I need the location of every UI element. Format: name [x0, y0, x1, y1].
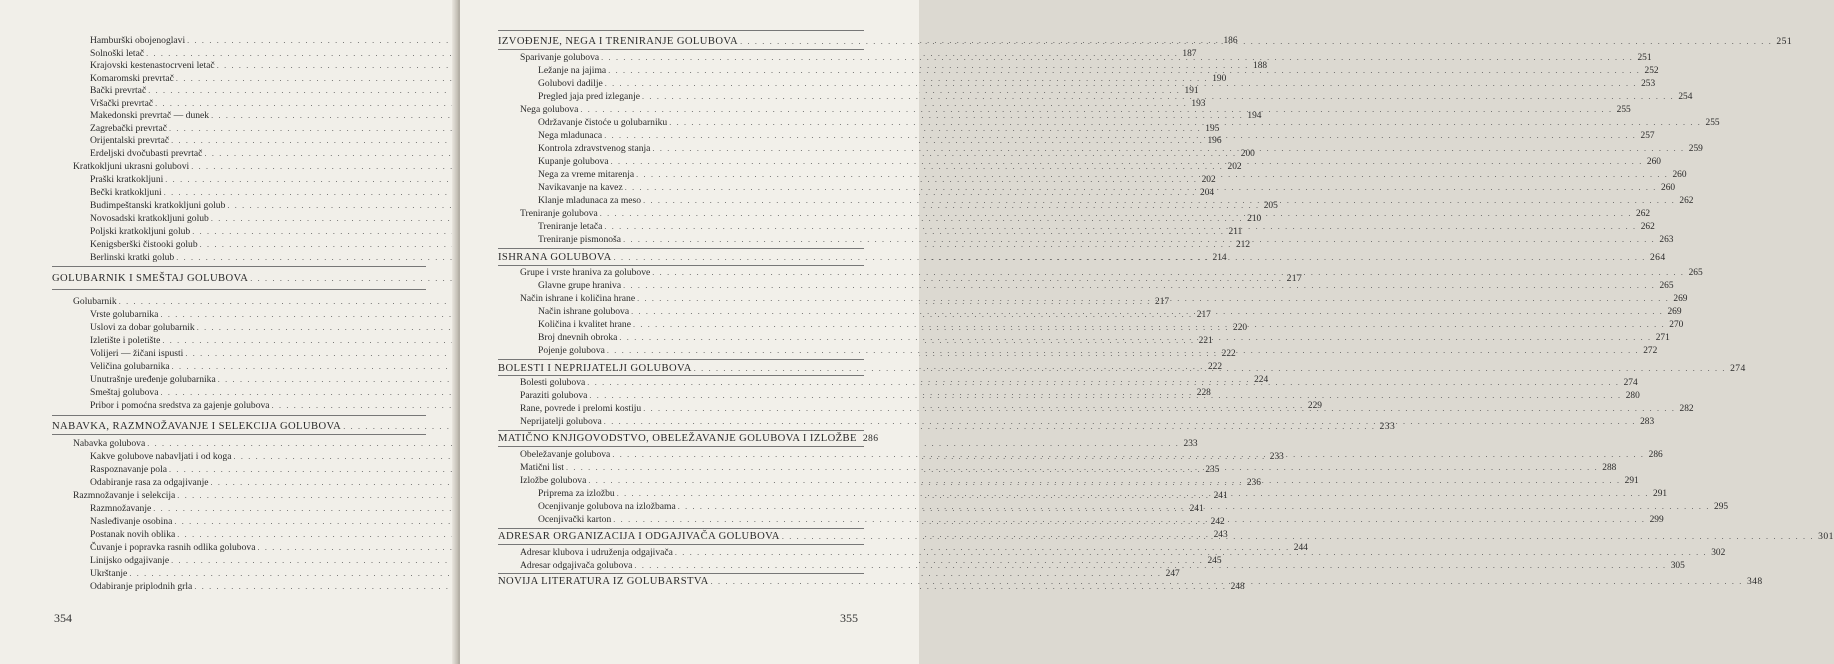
entry-page: 348 — [1746, 576, 1763, 587]
entry-title: Ukrštanje — [90, 568, 128, 579]
entry-page: 255 — [1616, 105, 1631, 115]
entry-page: 202 — [1201, 175, 1216, 185]
entry-page: 286 — [1648, 450, 1663, 460]
toc-section-heading — [498, 433, 879, 445]
entry-title: Neprijatelji golubova — [520, 416, 602, 427]
entry-page: 295 — [1714, 502, 1729, 512]
divider — [498, 265, 864, 266]
entry-title: Nega golubova — [520, 104, 579, 115]
entry-title: Berlinski kratki golub — [90, 252, 175, 263]
entry-title: Postanak novih oblika — [90, 529, 176, 540]
entry-title: Matični list — [520, 462, 564, 473]
entry-title: Glavne grupe hraniva — [538, 280, 622, 291]
entry-title: Linijsko odgajivanje — [90, 555, 170, 566]
entry-title: Kenigsberški čistooki golub — [90, 239, 198, 250]
entry-title: Erdeljski dvočubasti prevrtač — [90, 148, 203, 159]
entry-page: 191 — [1184, 86, 1199, 96]
entry-page: 190 — [1212, 73, 1227, 84]
divider — [498, 30, 864, 31]
entry-title: Treniranje pismonoša — [538, 234, 622, 245]
entry-title: Orijentalski prevrtač — [90, 135, 170, 146]
entry-title: Obeležavanje golubova — [520, 449, 611, 460]
entry-title: Ocenjivački karton — [538, 514, 612, 525]
entry-page: 233 — [1269, 452, 1284, 462]
entry-page: 280 — [1625, 391, 1640, 401]
entry-title: Nega mladunaca — [538, 130, 603, 141]
divider — [52, 434, 426, 435]
entry-page: 302 — [1711, 548, 1726, 558]
entry-title: Način ishrane golubova — [538, 306, 630, 317]
divider — [498, 573, 864, 574]
entry-title: Razmnožavanje i selekcija — [73, 490, 176, 501]
entry-page: 262 — [1636, 209, 1651, 219]
entry-page: 269 — [1667, 307, 1682, 317]
entry-title: Ležanje na jajima — [538, 65, 607, 76]
entry-title: Kratkokljuni ukrasni golubovi — [73, 161, 190, 172]
entry-page: 211 — [1228, 227, 1243, 237]
entry-page: 233 — [1183, 439, 1198, 449]
entry-title: Poljski kratkokljuni golub — [90, 226, 191, 237]
entry-title: Odabiranje rasa za odgajivanje — [90, 477, 209, 488]
entry-page: 205 — [1263, 201, 1278, 211]
entry-title: Treniranje golubova — [520, 208, 598, 219]
entry-page: 247 — [1165, 569, 1180, 579]
entry-page: 260 — [1672, 170, 1687, 180]
entry-title: Solnoški letač — [90, 47, 145, 59]
entry-title: ISHRANA GOLUBOVA — [498, 252, 612, 263]
entry-page: 187 — [1182, 48, 1197, 59]
entry-page: 241 — [1189, 504, 1204, 514]
entry-title: Nega za vreme mitarenja — [538, 169, 635, 180]
entry-page: 228 — [1196, 388, 1211, 398]
entry-page: 186 — [1223, 36, 1238, 46]
entry-page: 233 — [1379, 421, 1396, 432]
entry-page: 217 — [1155, 297, 1170, 307]
entry-title: Makedonski prevrtač — dunek — [90, 110, 210, 121]
entry-title: Izložbe golubova — [520, 475, 587, 486]
entry-title: Razmnožavanje — [90, 503, 152, 514]
entry-page: 243 — [1213, 530, 1228, 540]
entry-page: 220 — [1233, 323, 1248, 333]
entry-page: 245 — [1207, 556, 1222, 566]
entry-title: IZVOĐENJE, NEGA I TRENIRANJE GOLUBOVA — [498, 36, 739, 47]
entry-title: Sparivanje golubova — [520, 52, 600, 63]
divider — [498, 430, 864, 431]
entry-title: Novosadski kratkokljuni golub — [90, 213, 209, 224]
entry-title: Smeštaj golubova — [90, 387, 159, 398]
entry-title: Bečki kratkokljuni — [90, 187, 162, 198]
entry-page: 235 — [1205, 465, 1220, 475]
entry-title: GOLUBARNIK I SMEŠTAJ GOLUBOVA — [52, 273, 249, 284]
entry-page: 224 — [1254, 375, 1269, 385]
entry-page: 301 — [1818, 531, 1834, 542]
divider — [52, 415, 426, 416]
entry-page: 217 — [1286, 273, 1303, 284]
entry-page: 188 — [1253, 61, 1268, 71]
entry-page: 221 — [1198, 336, 1213, 346]
divider — [498, 528, 864, 529]
entry-page: 263 — [1659, 235, 1674, 245]
divider — [498, 544, 864, 545]
entry-title: Broj dnevnih obroka — [538, 332, 618, 343]
entry-title: Raspoznavanje pola — [90, 464, 167, 475]
divider — [498, 359, 864, 360]
entry-page: 222 — [1207, 362, 1223, 372]
entry-page: 262 — [1640, 222, 1655, 232]
entry-page: 241 — [1213, 491, 1228, 501]
entry-page: 286 — [862, 433, 879, 444]
page-number: 355 — [840, 611, 858, 625]
entry-title: Održavanje čistoće u golubarniku — [538, 117, 668, 128]
entry-title: Golubarnik — [73, 296, 117, 307]
toc-entry — [90, 568, 1180, 580]
entry-page: 251 — [1776, 36, 1793, 47]
entry-title: Čuvanje i popravka rasnih odlika golubova — [90, 542, 256, 553]
entry-page: 204 — [1200, 188, 1215, 198]
entry-page: 283 — [1640, 417, 1655, 427]
entry-title: NOVIJA LITERATURA IZ GOLUBARSTVA — [498, 576, 709, 587]
entry-page: 194 — [1247, 111, 1262, 121]
entry-title: Paraziti golubova — [520, 390, 588, 401]
entry-page: 236 — [1246, 478, 1261, 488]
entry-page: 257 — [1640, 131, 1655, 141]
entry-title: Veličina golubarnika — [90, 361, 170, 372]
entry-page: 210 — [1247, 214, 1262, 224]
entry-title: Treniranje letača — [538, 221, 603, 232]
entry-page: 244 — [1293, 543, 1308, 553]
entry-page: 262 — [1679, 196, 1694, 206]
toc-section-heading — [52, 273, 1303, 285]
entry-title: Pribor i pomoćna sredstva za gajenje golubova — [90, 400, 270, 411]
entry-title: Kupanje golubova — [538, 156, 609, 167]
entry-title: NABAVKA, RAZMNOŽAVANJE I SELEKCIJA GOLUBOVA — [52, 421, 342, 432]
entry-page: 196 — [1207, 136, 1222, 146]
entry-title: Pojenje golubova — [538, 345, 605, 356]
entry-page: 265 — [1659, 281, 1674, 291]
entry-title: ADRESAR ORGANIZACIJA I ODGAJIVAČA GOLUBOVA — [498, 531, 780, 542]
entry-page: 274 — [1623, 378, 1638, 388]
entry-page: 222 — [1221, 349, 1236, 359]
entry-title: Volijeri — žičani ispusti — [90, 348, 184, 359]
entry-title: Zagrebački prevrtač — [90, 122, 167, 134]
entry-page: 305 — [1670, 561, 1685, 571]
entry-page: 193 — [1191, 98, 1206, 109]
entry-page: 252 — [1644, 66, 1659, 76]
entry-title: Vršački prevrtač — [90, 97, 154, 109]
entry-title: Komaromski prevrtač — [90, 72, 174, 84]
divider — [498, 49, 864, 50]
entry-page: 272 — [1643, 346, 1658, 356]
entry-page: 248 — [1230, 582, 1245, 592]
entry-title: Nabavka golubova — [73, 438, 146, 449]
entry-page: 260 — [1646, 157, 1661, 167]
entry-page: 271 — [1655, 333, 1670, 343]
entry-page: 212 — [1235, 240, 1251, 250]
entry-title: Golubovi dadilje — [538, 78, 603, 89]
entry-title: Pregled jaja pred izleganje — [538, 91, 641, 102]
entry-page: 229 — [1307, 401, 1322, 411]
page-number: 354 — [54, 611, 72, 625]
divider — [52, 289, 426, 290]
entry-title: Hamburški obojenoglavi — [90, 35, 186, 46]
entry-page: 260 — [1661, 183, 1676, 193]
entry-page: 264 — [1649, 252, 1666, 263]
entry-title: Unutrašnje uređenje golubarnika — [90, 374, 216, 385]
entry-title: Količina i kvalitet hrane — [538, 319, 631, 330]
entry-title: Klanje mladunaca za meso — [538, 195, 642, 206]
entry-title: Izletište i poletište — [90, 335, 161, 346]
entry-title: Bolesti golubova — [520, 377, 586, 388]
entry-title: BOLESTI I NEPRIJATELJI GOLUBOVA — [498, 363, 692, 374]
entry-title: Ocenjivanje golubova na izložbama — [538, 501, 676, 512]
entry-page: 217 — [1196, 310, 1211, 320]
entry-page: 270 — [1669, 320, 1684, 330]
entry-title: Navikavanje na kavez — [538, 182, 623, 193]
entry-page: 195 — [1205, 123, 1220, 134]
toc-entry — [90, 110, 1262, 122]
entry-page: 255 — [1705, 118, 1720, 128]
entry-page: 200 — [1240, 149, 1255, 159]
entry-title: Uslovi za dobar golubarnik — [90, 322, 195, 333]
entry-title: Adresar odgajivača golubova — [520, 560, 633, 571]
toc-entry — [538, 280, 1674, 292]
entry-title: Kontrola zdravstvenog stanja — [538, 143, 651, 154]
entry-page: 253 — [1641, 79, 1656, 89]
entry-title: Grupe i vrste hraniva za golubove — [520, 267, 651, 278]
entry-page: 214 — [1212, 253, 1227, 263]
entry-title: Praški kratkokljuni — [90, 174, 164, 185]
entry-page: 269 — [1673, 294, 1688, 304]
entry-title: Odabiranje priplodnih grla — [90, 581, 193, 592]
divider — [498, 375, 864, 376]
entry-page: 299 — [1649, 515, 1664, 525]
entry-title: Bački prevrtač — [90, 85, 147, 96]
entry-title: MATIČNO KNJIGOVODSTVO, OBELEŽAVANJE GOLUBOVA I IZLOŽBE — [498, 433, 857, 444]
entry-title: Nasleđivanje osobina — [90, 516, 173, 527]
entry-page: 202 — [1227, 162, 1242, 172]
entry-page: 259 — [1688, 144, 1703, 154]
entry-page: 242 — [1210, 517, 1225, 527]
entry-title: Vrste golubarnika — [90, 309, 159, 320]
entry-title: Budimpeštanski kratkokljuni golub — [90, 200, 226, 211]
entry-title: Priprema za izložbu — [538, 488, 615, 499]
entry-page: 251 — [1637, 53, 1652, 63]
entry-page: 265 — [1688, 268, 1703, 278]
entry-title: Adresar klubova i udruženja odgajivača — [520, 547, 673, 558]
entry-page: 291 — [1624, 476, 1639, 486]
entry-page: 282 — [1679, 404, 1694, 414]
divider — [498, 248, 864, 249]
entry-title: Rane, povrede i prelomi kostiju — [520, 403, 642, 414]
entry-page: 274 — [1730, 363, 1746, 374]
divider — [52, 266, 426, 267]
entry-title: Način ishrane i količina hrane — [520, 293, 636, 304]
divider — [498, 446, 864, 447]
entry-page: 254 — [1678, 92, 1693, 102]
entry-page: 291 — [1653, 489, 1668, 499]
entry-title: Krajovski kestenastocrveni letač — [90, 60, 215, 71]
entry-page: 288 — [1602, 463, 1617, 473]
entry-title: Kakve golubove nabavljati i od koga — [90, 451, 232, 462]
